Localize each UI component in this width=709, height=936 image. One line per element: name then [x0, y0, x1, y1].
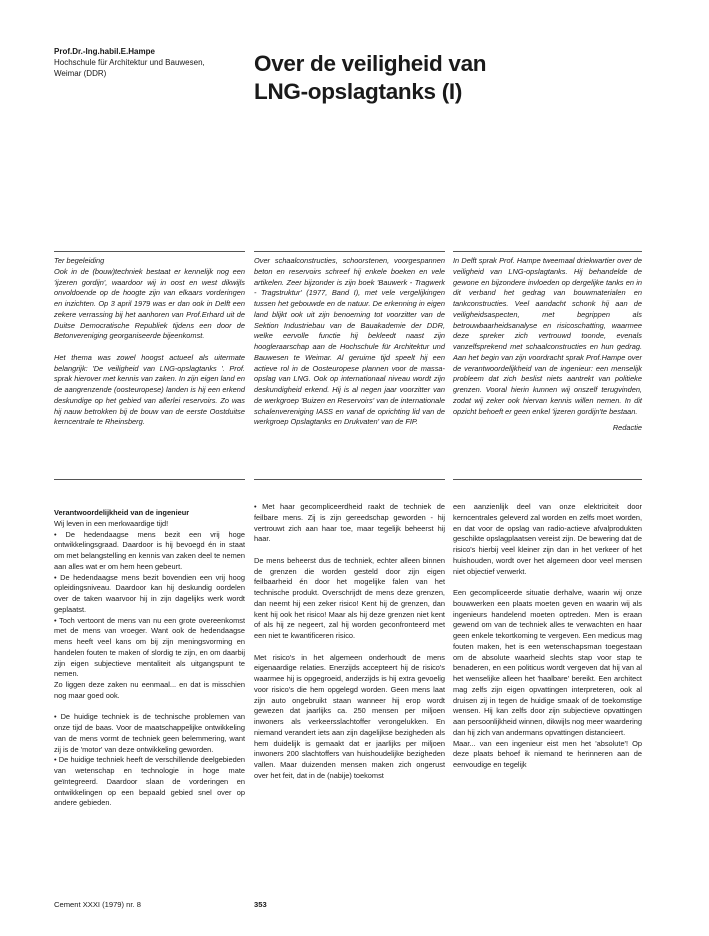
author-name: Prof.Dr.-Ing.habil.E.Hampe: [54, 47, 155, 56]
intro-signature: Redactie: [612, 423, 642, 433]
intro-column-1: [54, 256, 245, 428]
intro-paragraph: Ook in de (bouw)techniek bestaat er kennelijk nog een 'ijzeren gordijn', waardoor wij in oost en west dikwijls onvoldoende op de hoogte zijn van elkaars vorderingen en inzichten. Op 3 april 1979 was er dan ook in Delft een zekere verrassing bij het aanhoren van Prof.Erhard uit de Duitse Democratische Republiek tijdens een door de Betonvereniging georganiseerde bijeenkomst.: [54, 266, 245, 341]
body-column-3: [453, 502, 642, 771]
body-paragraph: Wij leven in een merkwaardige tijd! • De hedendaagse mens bezit een vrij hoge ontwikkelingsgraad. Daardoor is hij bevoegd én in staat om met belangstelling en kennis van zaken deel te nemen aan alles wat er om hem heen gebeurt. • De hedendaagse mens bezit bovendien een vrij hoog opleidingsniveau. Daardoor kan hij deskundig oordelen over de taken waarvoor hij in zijn dagelijks werk wordt geplaatst. • Toch vertoont de mens van nu een grote overeenkomst met de mens van vroeger. Want ook de hedendaagse mens heeft veel kans om bij zijn meningsvorming en handelen fouten te maken of slordig te zijn, en om daarbij zijn eigen subjectieve mentaliteit als uitgangspunt te nemen. Zo liggen deze zaken nu eenmaal... en dat is misschien nog maar goed ook.: [54, 518, 245, 700]
body-paragraph: een aanzienlijk deel van onze elektriciteit door kerncentrales geleverd zal worden en zelfs moet worden, en dat voor de opslag van radio-actieve afvalprodukten geschikte opslagplaatsen vereist zijn. De bewering dat de risico's hierbij veel kleiner zijn dan in het verkeer of het huishouden, wordt over het algemeen door veel mensen niet objectief verwerkt.: [453, 502, 642, 576]
intro-paragraph: In Delft sprak Prof. Hampe tweemaal driekwartier over de veiligheid van LNG-opslagtanks. Hij behandelde de gewone en bijzondere invloeden op dergelijke tanks en in dit verband het gedrag van bouwmaterialen en tankconstructies. Veel aandacht schonk hij aan de veiligheidsaspecten, met begrippen als betrouwbaarheidsanalyse en risicoschatting, waarmee deze spreker zich vertrouwd toonde, evenals vanzelfsprekend met schaalconstructies en hun gedrag. Aan het begin van zijn voordracht sprak Prof.Hampe over de verantwoordelijkheid van de ingenieur: een menselijk probleem dat zich beslist niets aantrekt van politieke grenzen. Vooral hierin kunnen wij onszelf terugvinden, zodat wij zeker ook hiervan kennis willen nemen. In dit opzicht behoeft er geen enkel 'ijzeren gordijn'te bestaan.: [453, 256, 642, 416]
journal-citation: Cement XXXI (1979) nr. 8: [54, 900, 141, 909]
body-column-2: [254, 502, 445, 782]
intro-rule-2: [254, 251, 445, 252]
body-rule-3: [453, 479, 642, 480]
intro-rule-3: [453, 251, 642, 252]
intro-paragraph: Over schaalconstructies, schoorstenen, voorgespannen beton en reservoirs schreef hij enkele boeken en vele artikelen. Zeer bijzonder is zijn boek 'Bauwerk - Tragwerk - Tragstruktur' (1977, Band I), met vele vergelijkingen tussen het gebouwde en de natuur. De erkenning in eigen land blijkt ook uit zijn benoeming tot voorzitter van de Sektion Industriebau van de Bauakademie der DDR, welke eervolle functie hij bekleedt naast zijn hoogleraarschap aan de Hochschule für Architektur und Bauwesen te Weimar. Al geruime tijd speelt hij een actieve rol in de Oosteuropese plannen voor de massa-opslag van LNG. Ook op internationaal niveau wordt zijn deskundigheid erkend. Hij is al negen jaar voorzitter van de werkgroep 'Buizen en Reservoirs' van de internationale schalenvereniging IASS en vanaf de oprichting lid van de werkgroep Opslagtanks en Drukvaten' van de FIP.: [254, 256, 445, 427]
body-paragraph: • De huidige techniek is de technische problemen van onze tijd de baas. Voor de maatschappelijke ontwikkeling van de mens vormt de techniek geen belemmering, want zij is de 'motor' van deze ontwikkeling geworden. • De huidige techniek heeft de verschillende deelgebieden van wetenschap en technologie in hoge mate geïntegreerd. Daardoor slaan de vorderingen en ontwikkelingen op een bepaald gebied snel over op andere gebieden.: [54, 712, 245, 808]
body-rule-1: [54, 479, 245, 480]
body-paragraph: Een gecompliceerde situatie derhalve, waarin wij onze bouwwerken een plaats moeten geven en waarin wij als ingenieurs handelend moeten optreden. Men is eraan gewend om van de techniek alles te verwachten en haar geen enkele tekortkoming te vergeven. Een medicus mag fouten maken, het is een wetenschapsman toegestaan om de absolute waarheid slechts stap voor stap te benaderen, en een politicus wordt vergeven dat hij van al het wenselijke alleen het 'haalbare' bereikt. Een architect mag zelfs zijn eigen opvattingen interpreteren, ook al druisen zij in tegen de huidige smaak of de toekomstige wensen. Hij kan zelfs door zijn subjectieve opvattingen aan persoonlijkheid winnen, dikwijls nog meer waardering dan hij zich van andermans opvattingen distancieert. Maar... van een ingenieur eist men het 'absolute'! Op deze plaats behoef ik niemand te herinneren aan de eenvoudige en tegelijk: [453, 588, 642, 769]
page-number: 353: [254, 900, 267, 909]
body-paragraph: • Met haar gecompliceerdheid raakt de techniek de feilbare mens. Zij is zijn gereedschap geworden - hij vertrouwt zich aan haar toe, maar tegelijk beheerst hij haar.: [254, 502, 445, 544]
body-paragraph: Met risico's in het algemeen onderhoudt de mens eigenaardige relaties. Enerzijds accepteert hij de risico's waarmee hij is opgegroeid, anderzijds is hij extra gevoelig voor risico's die hem opgelegd worden. Geen mens laat zijn auto ongebruikt staan wanneer hij erop wordt gewezen dat jaarlijks ca. 250 mensen per miljoen inwoners als verkeersslachtoffer verongelukken. En niemand verandert iets aan zijn dagelijkse bezigheden als hem duidelijk is gemaakt dat er jaarlijks per miljoen inwoners 200 slachtoffers van huishoudelijke bezigheden vallen. Maar duizenden mensen maken zich ongerust over het feit, dat in de (nabije) toekomst: [254, 652, 445, 780]
section-heading: Verantwoordelijkheid van de ingenieur: [54, 508, 190, 517]
author-affiliation-line1: Hochschule für Architektur und Bauwesen,: [54, 58, 205, 67]
intro-column-2: [254, 256, 445, 428]
intro-heading: Ter begeleiding: [54, 256, 105, 265]
body-rule-2: [254, 479, 445, 480]
intro-paragraph: Het thema was zowel hoogst actueel als uitermate belangrijk: 'De veiligheid van LNG-opslagtanks '. Prof. sprak hierover met kennis van zaken. In zijn eigen land en de aangrenzende (oosteuropese) landen is hij een erkend deskundige op het gebied van allerlei reservoirs. Zo was hij nauw betrokken bij de bouw van de eerste Oostduitse kerncentrale te Rheinsberg.: [54, 352, 245, 427]
article-title-line1: Over de veiligheid van: [254, 51, 487, 76]
author-affiliation-line2: Weimar (DDR): [54, 69, 107, 78]
body-column-1: [54, 508, 245, 809]
article-title: [254, 50, 674, 106]
body-paragraph: De mens beheerst dus de techniek, echter alleen binnen de grenzen die worden gesteld door zijn eigen feilbaarheid én door het mogelijke falen van het technische produkt. Overschrijdt de mens deze grenzen, dan neemt hij een zeker risico! Kent hij de grenzen, dan kent hij ook het risico! Maar als hij deze grenzen niet kent of als hij ze negeert, zal hij worden geconfronteerd met een niet te kwantificeren risico.: [254, 555, 445, 640]
intro-rule-1: [54, 251, 245, 252]
intro-column-3: [453, 256, 642, 434]
article-title-line2: LNG-opslagtanks (I): [254, 79, 463, 104]
author-block: [54, 46, 244, 79]
